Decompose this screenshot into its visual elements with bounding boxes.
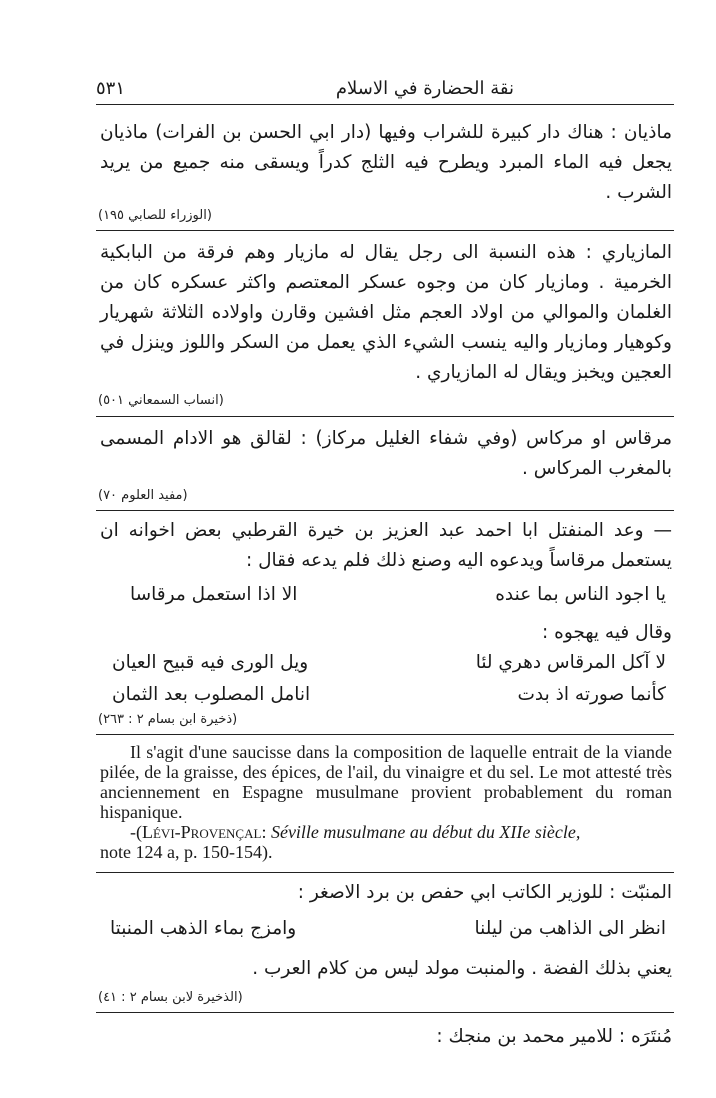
entry-muntazah — [272, 1022, 672, 1052]
verse-left: انامل المصلوب بعد الثمان — [112, 684, 311, 705]
french-note — [100, 742, 672, 862]
verse-right: يا اجود الناس بما عنده — [495, 584, 666, 605]
verse-intro: وقال فيه يهجوه : — [542, 622, 672, 643]
verse-right: انظر الى الذاهب من ليلنا — [474, 918, 666, 939]
divider — [96, 1012, 674, 1013]
running-header — [96, 78, 674, 105]
entry-text: ماذيان : هناك دار كبيرة للشراب وفيها (دار ابي الحسن بن الفرات) ماذيان يجعل فيه الماء المبرد ويطرح فيه الثلج كدراً ويسقى منه جميع من يريد الشرب . — [100, 122, 672, 203]
verse-right: لا آكل المرقاس دهري لئا — [475, 652, 666, 673]
divider — [96, 416, 674, 417]
french-reference: -(Lévi-Provençal: Séville musulmane au début du XIIe siècle, — [130, 822, 581, 842]
reference-author: Lévi-Provençal — [142, 822, 262, 842]
source-citation: (انساب السمعاني ٥٠١) — [98, 393, 224, 408]
french-paragraph: Il s'agit d'une saucisse dans la composition de laquelle entrait de la viande pilée, de la graisse, des épices, de l'ail, du vinaigre et du sel. Le mot attesté très anciennement en Espagne musulmane provient probablement du roman hispanique. — [100, 742, 672, 822]
entry-text: المازياري : هذه النسبة الى رجل يقال له مازيار وهم فرقة من البابكية الخرمية . ومازيار كان من وجوه عسكر المعتصم واكثر عسكره كان من الغلمان والموالي من اولاد العجم مثل افشين وقارن واولاده الثلاثة شهريار وكوهيار ومازيار واليه ينسب الشيء الذي يعمل من السكر واللوز وينزل في العجين ويخبز ويقال له المازياري . — [100, 242, 672, 383]
running-title: نقة الحضارة في الاسلام — [335, 78, 514, 99]
entry-madhiyan — [100, 118, 672, 208]
entry-text: — وعد المنفتل ابا احمد عبد العزيز بن خيرة القرطبي بعض اخوانه ان يستعمل مرقاساً ويدعوه اليه وصنع ذلك فلم يدعه فقال : — [100, 520, 672, 571]
entry-text: مرقاس او مركاس (وفي شفاء الغليل مركاز) : لقالق هو الادام المسمى بالمغرب المركاس . — [100, 428, 672, 479]
verse-right: كأنما صورته اذ بدت — [517, 684, 666, 705]
source-citation: (الوزراء للصابي ١٩٥) — [98, 208, 212, 223]
entry-munabbat — [100, 878, 672, 908]
entry-anecdote — [100, 516, 672, 576]
divider — [96, 230, 674, 231]
divider — [96, 510, 674, 511]
divider — [96, 734, 674, 735]
entry-mirqas — [100, 424, 672, 484]
verse-left: وامزج بماء الذهب المنبتا — [110, 918, 297, 939]
entry-maziyari — [100, 238, 672, 388]
verse-left: ويل الورى فيه قبيح العيان — [112, 652, 309, 673]
reference-note: note 124 a, p. 150-154). — [100, 842, 273, 862]
divider — [96, 872, 674, 873]
reference-title: Séville musulmane au début du XIIe siècle, — [270, 822, 581, 842]
entry-text: المنبّت : للوزير الكاتب ابي حفص بن برد الاصغر : — [297, 882, 672, 903]
page-number: ٥٣١ — [96, 78, 126, 99]
source-citation: (الذخيرة لابن بسام ٢ : ٤١) — [98, 990, 243, 1005]
entry-explanation: يعني بذلك الفضة . والمنبت مولد ليس من كلام العرب . — [252, 958, 672, 979]
entry-text: مُنتَرَه : للامير محمد بن منجك : — [436, 1026, 672, 1047]
verse-left: الا اذا استعمل مرقاسا — [130, 584, 298, 605]
source-citation: (ذخيرة ابن بسام ٢ : ٢٦٣) — [98, 712, 238, 727]
source-citation: (مفيد العلوم ٧٠) — [98, 488, 188, 503]
